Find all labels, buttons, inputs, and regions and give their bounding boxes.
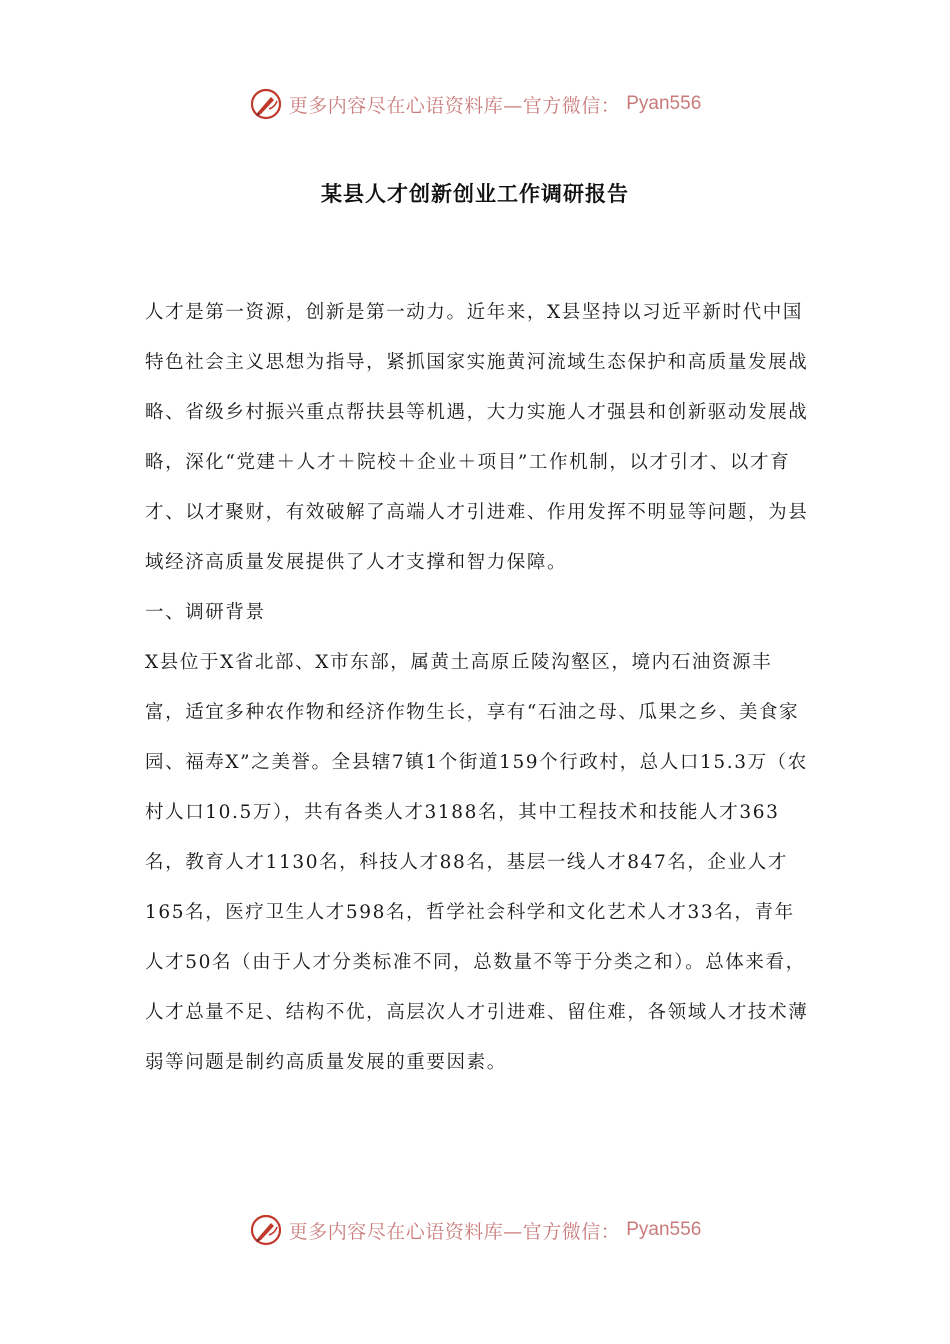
header-banner — [0, 80, 950, 128]
banner-text: 更多内容尽在心语资料库—官方微信： — [288, 1220, 621, 1243]
document-title: 某县人才创新创业工作调研报告 — [321, 181, 629, 206]
banner-wechat-id: Pyan556 — [626, 93, 702, 114]
pen-logo-icon — [249, 1213, 283, 1247]
document-body — [145, 288, 810, 1088]
intro-paragraph: 人才是第一资源，创新是第一动力。近年来，X县坚持以习近平新时代中国特色社会主义思想为指导，紧抓国家实施黄河流域生态保护和高质量发展战略、省级乡村振兴重点帮扶县等机遇，大力实施人才强县和创新驱动发展战略，深化“党建＋人才＋院校＋企业＋项目”工作机制，以才引才、以才育才、以才聚财，有效破解了高端人才引进难、作用发挥不明显等问题，为县域经济高质量发展提供了人才支撑和智力保障。 — [145, 302, 809, 573]
section-heading: 一、调研背景 — [145, 602, 266, 623]
pen-logo-icon — [249, 87, 283, 121]
footer-banner — [0, 1206, 950, 1254]
banner-wechat-id: Pyan556 — [626, 1219, 702, 1240]
background-paragraph: X县位于X省北部、X市东部，属黄土高原丘陵沟壑区，境内石油资源丰富，适宜多种农作物和经济作物生长，享有“石油之母、瓜果之乡、美食家园、福寿X”之美誉。全县辖7镇1个街道159个行政村，总人口15.3万（农村人口10.5万），共有各类人才3188名，其中工程技术和技能人才363名，教育人才1130名，科技人才88名，基层一线人才847名，企业人才165名，医疗卫生人才598名，哲学社会科学和文化艺术人才33名，青年人才50名（由于人才分类标准不同，总数量不等于分类之和）。总体来看，人才总量不足、结构不优，高层次人才引进难、留住难，各领域人才技术薄弱等问题是制约高质量发展的重要因素。 — [145, 652, 809, 1073]
banner-text: 更多内容尽在心语资料库—官方微信： — [288, 94, 621, 117]
